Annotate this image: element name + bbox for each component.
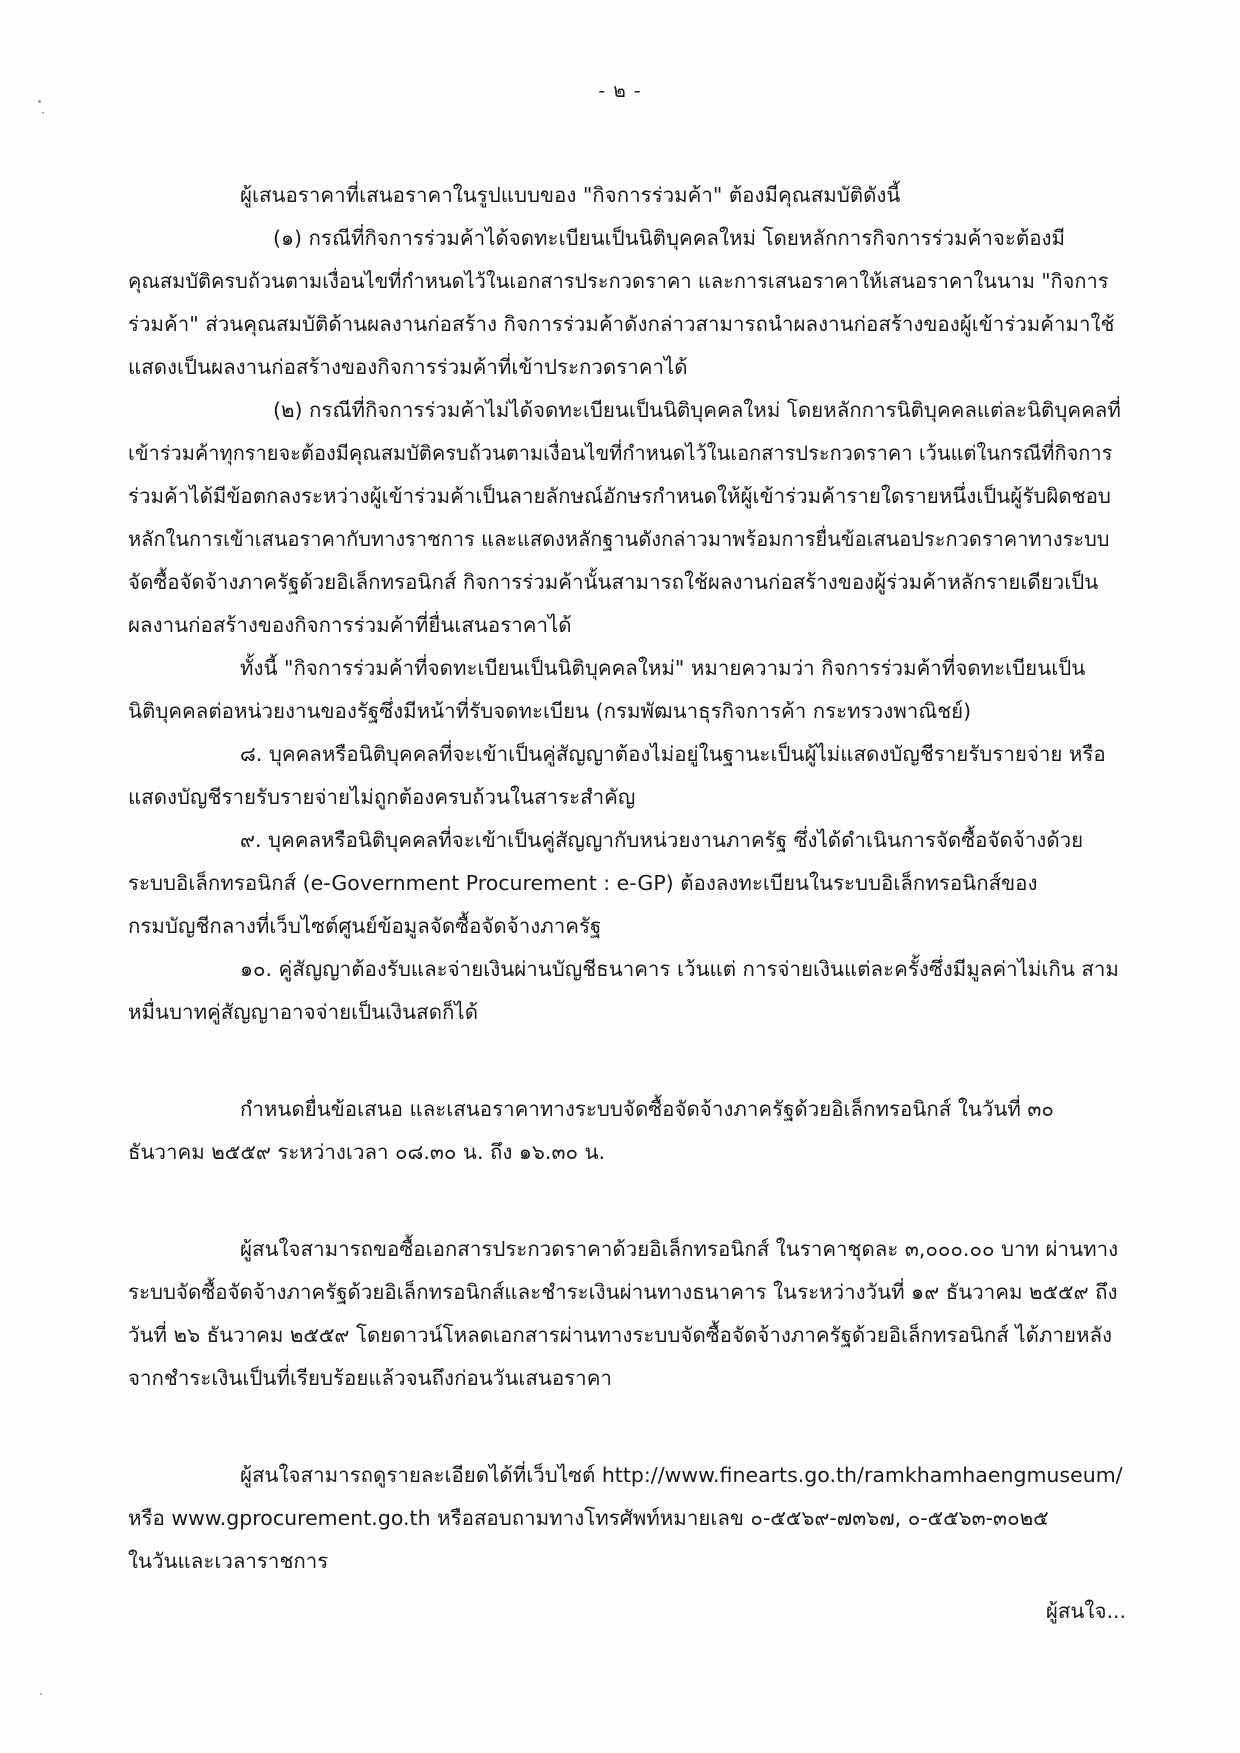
info-line-2: หรือ www.gprocurement.go.th หรือสอบถามทางโทรศัพท์หมายเลข ๐-๕๕๖๙-๗๓๖๗, ๐-๕๕๖๓-๓๐๒๕ xyxy=(128,1506,1049,1530)
continuation-text: ผู้สนใจ... xyxy=(1045,1599,1126,1623)
jv-clause-2-line-2: เข้าร่วมค้าทุกรายจะต้องมีคุณสมบัติครบถ้วนตามเงื่อนไขที่กำหนดไว้ในเอกสารประกวดราคา เว้นแต่ในกรณีที่กิจการ xyxy=(128,441,1113,465)
item-9-line-2: ระบบอิเล็กทรอนิกส์ (e-Government Procurement : e-GP) ต้องลงทะเบียนในระบบอิเล็กทรอนิกส์ของ xyxy=(128,871,1038,895)
item-10-line-1: ๑๐. คู่สัญญาต้องรับและจ่ายเงินผ่านบัญชีธนาคาร เว้นแต่ การจ่ายเงินแต่ละครั้งซึ่งมีมูลค่าไม่เกิน สาม xyxy=(240,957,1119,981)
scan-speck xyxy=(40,1693,42,1695)
deadline-line-2: ธันวาคม ๒๕๕๙ ระหว่างเวลา ๐๘.๓๐ น. ถึง ๑๖.๓๐ น. xyxy=(128,1140,606,1164)
scan-speck xyxy=(38,100,41,103)
item-10-line-2: หมื่นบาทคู่สัญญาอาจจ่ายเป็นเงินสดก็ได้ xyxy=(128,1000,479,1024)
item-8-line-1: ๘. บุคคลหรือนิติบุคคลที่จะเข้าเป็นคู่สัญญาต้องไม่อยู่ในฐานะเป็นผู้ไม่แสดงบัญชีรายรับรายจ่าย หรือ xyxy=(240,742,1106,766)
jv-intro-line: ผู้เสนอราคาที่เสนอราคาในรูปแบบของ "กิจการร่วมค้า" ต้องมีคุณสมบัติดังนี้ xyxy=(240,183,901,207)
scan-speck xyxy=(42,112,44,114)
item-9-line-1: ๙. บุคคลหรือนิติบุคคลที่จะเข้าเป็นคู่สัญญากับหน่วยงานภาครัฐ ซึ่งได้ดำเนินการจัดซื้อจัดจ้างด้วย xyxy=(240,828,1084,852)
jv-clause-2-line-1: (๒) กรณีที่กิจการร่วมค้าไม่ได้จดทะเบียนเป็นนิติบุคคลใหม่ โดยหลักการนิติบุคคลแต่ละนิติบุคคลที่ xyxy=(273,398,1121,422)
jv-clause-1-line-2: คุณสมบัติครบถ้วนตามเงื่อนไขที่กำหนดไว้ในเอกสารประกวดราคา และการเสนอราคาให้เสนอราคาในนาม "กิจการ xyxy=(128,269,1109,293)
jv-clause-2-line-3: ร่วมค้าได้มีข้อตกลงระหว่างผู้เข้าร่วมค้าเป็นลายลักษณ์อักษรกำหนดให้ผู้เข้าร่วมค้ารายใดรายหนึ่งเป็นผู้รับผิดชอบ xyxy=(128,484,1111,508)
purchase-line-1: ผู้สนใจสามารถขอซื้อเอกสารประกวดราคาด้วยอิเล็กทรอนิกส์ ในราคาชุดละ ๓,๐๐๐.๐๐ บาท ผ่านทาง xyxy=(240,1237,1119,1261)
jv-clause-2-line-6: ผลงานก่อสร้างของกิจการร่วมค้าที่ยื่นเสนอราคาได้ xyxy=(128,613,572,637)
page-number: - ๒ - xyxy=(598,80,642,102)
jv-definition-line-1: ทั้งนี้ "กิจการร่วมค้าที่จดทะเบียนเป็นนิติบุคคลใหม่" หมายความว่า กิจการร่วมค้าที่จดทะเบียนเป็น xyxy=(240,656,1086,680)
item-8-line-2: แสดงบัญชีรายรับรายจ่ายไม่ถูกต้องครบถ้วนในสาระสำคัญ xyxy=(128,785,636,809)
info-line-1: ผู้สนใจสามารถดูรายละเอียดได้ที่เว็บไซต์ http://www.finearts.go.th/ramkhamhaengmuseum/ xyxy=(240,1463,1123,1487)
purchase-line-4: จากชำระเงินเป็นที่เรียบร้อยแล้วจนถึงก่อนวันเสนอราคา xyxy=(128,1366,612,1390)
jv-clause-1-line-4: แสดงเป็นผลงานก่อสร้างของกิจการร่วมค้าที่เข้าประกวดราคาได้ xyxy=(128,355,688,379)
jv-clause-2-line-5: จัดซื้อจัดจ้างภาครัฐด้วยอิเล็กทรอนิกส์ กิจการร่วมค้านั้นสามารถใช้ผลงานก่อสร้างของผู้ร่วมค้าหลักรายเดียวเป็น xyxy=(128,570,1099,594)
jv-clause-2-line-4: หลักในการเข้าเสนอราคากับทางราชการ และแสดงหลักฐานดังกล่าวมาพร้อมการยื่นข้อเสนอประกวดราคาทางระบบ xyxy=(128,527,1110,551)
jv-clause-1-line-3: ร่วมค้า" ส่วนคุณสมบัติด้านผลงานก่อสร้าง กิจการร่วมค้าดังกล่าวสามารถนำผลงานก่อสร้างของผู้เข้าร่วมค้ามาใช้ xyxy=(128,312,1115,336)
info-line-3: ในวันและเวลาราชการ xyxy=(128,1549,329,1573)
purchase-line-2: ระบบจัดซื้อจัดจ้างภาครัฐด้วยอิเล็กทรอนิกส์และชำระเงินผ่านทางธนาคาร ในระหว่างวันที่ ๑๙ ธันวาคม ๒๕๕๙ ถึง xyxy=(128,1280,1118,1304)
deadline-line-1: กำหนดยื่นข้อเสนอ และเสนอราคาทางระบบจัดซื้อจัดจ้างภาครัฐด้วยอิเล็กทรอนิกส์ ในวันที่ ๓๐ xyxy=(240,1097,1054,1121)
jv-clause-1-line-1: (๑) กรณีที่กิจการร่วมค้าได้จดทะเบียนเป็นนิติบุคคลใหม่ โดยหลักการกิจการร่วมค้าจะต้องมี xyxy=(273,226,1066,250)
purchase-line-3: วันที่ ๒๖ ธันวาคม ๒๕๕๙ โดยดาวน์โหลดเอกสารผ่านทางระบบจัดซื้อจัดจ้างภาครัฐด้วยอิเล็กทรอนิกส์ ได้ภายหลัง xyxy=(128,1323,1113,1347)
item-9-line-3: กรมบัญชีกลางที่เว็บไซต์ศูนย์ข้อมูลจัดซื้อจัดจ้างภาครัฐ xyxy=(128,914,602,938)
jv-definition-line-2: นิติบุคคลต่อหน่วยงานของรัฐซึ่งมีหน้าที่รับจดทะเบียน (กรมพัฒนาธุรกิจการค้า กระทรวงพาณิชย์) xyxy=(128,699,972,723)
